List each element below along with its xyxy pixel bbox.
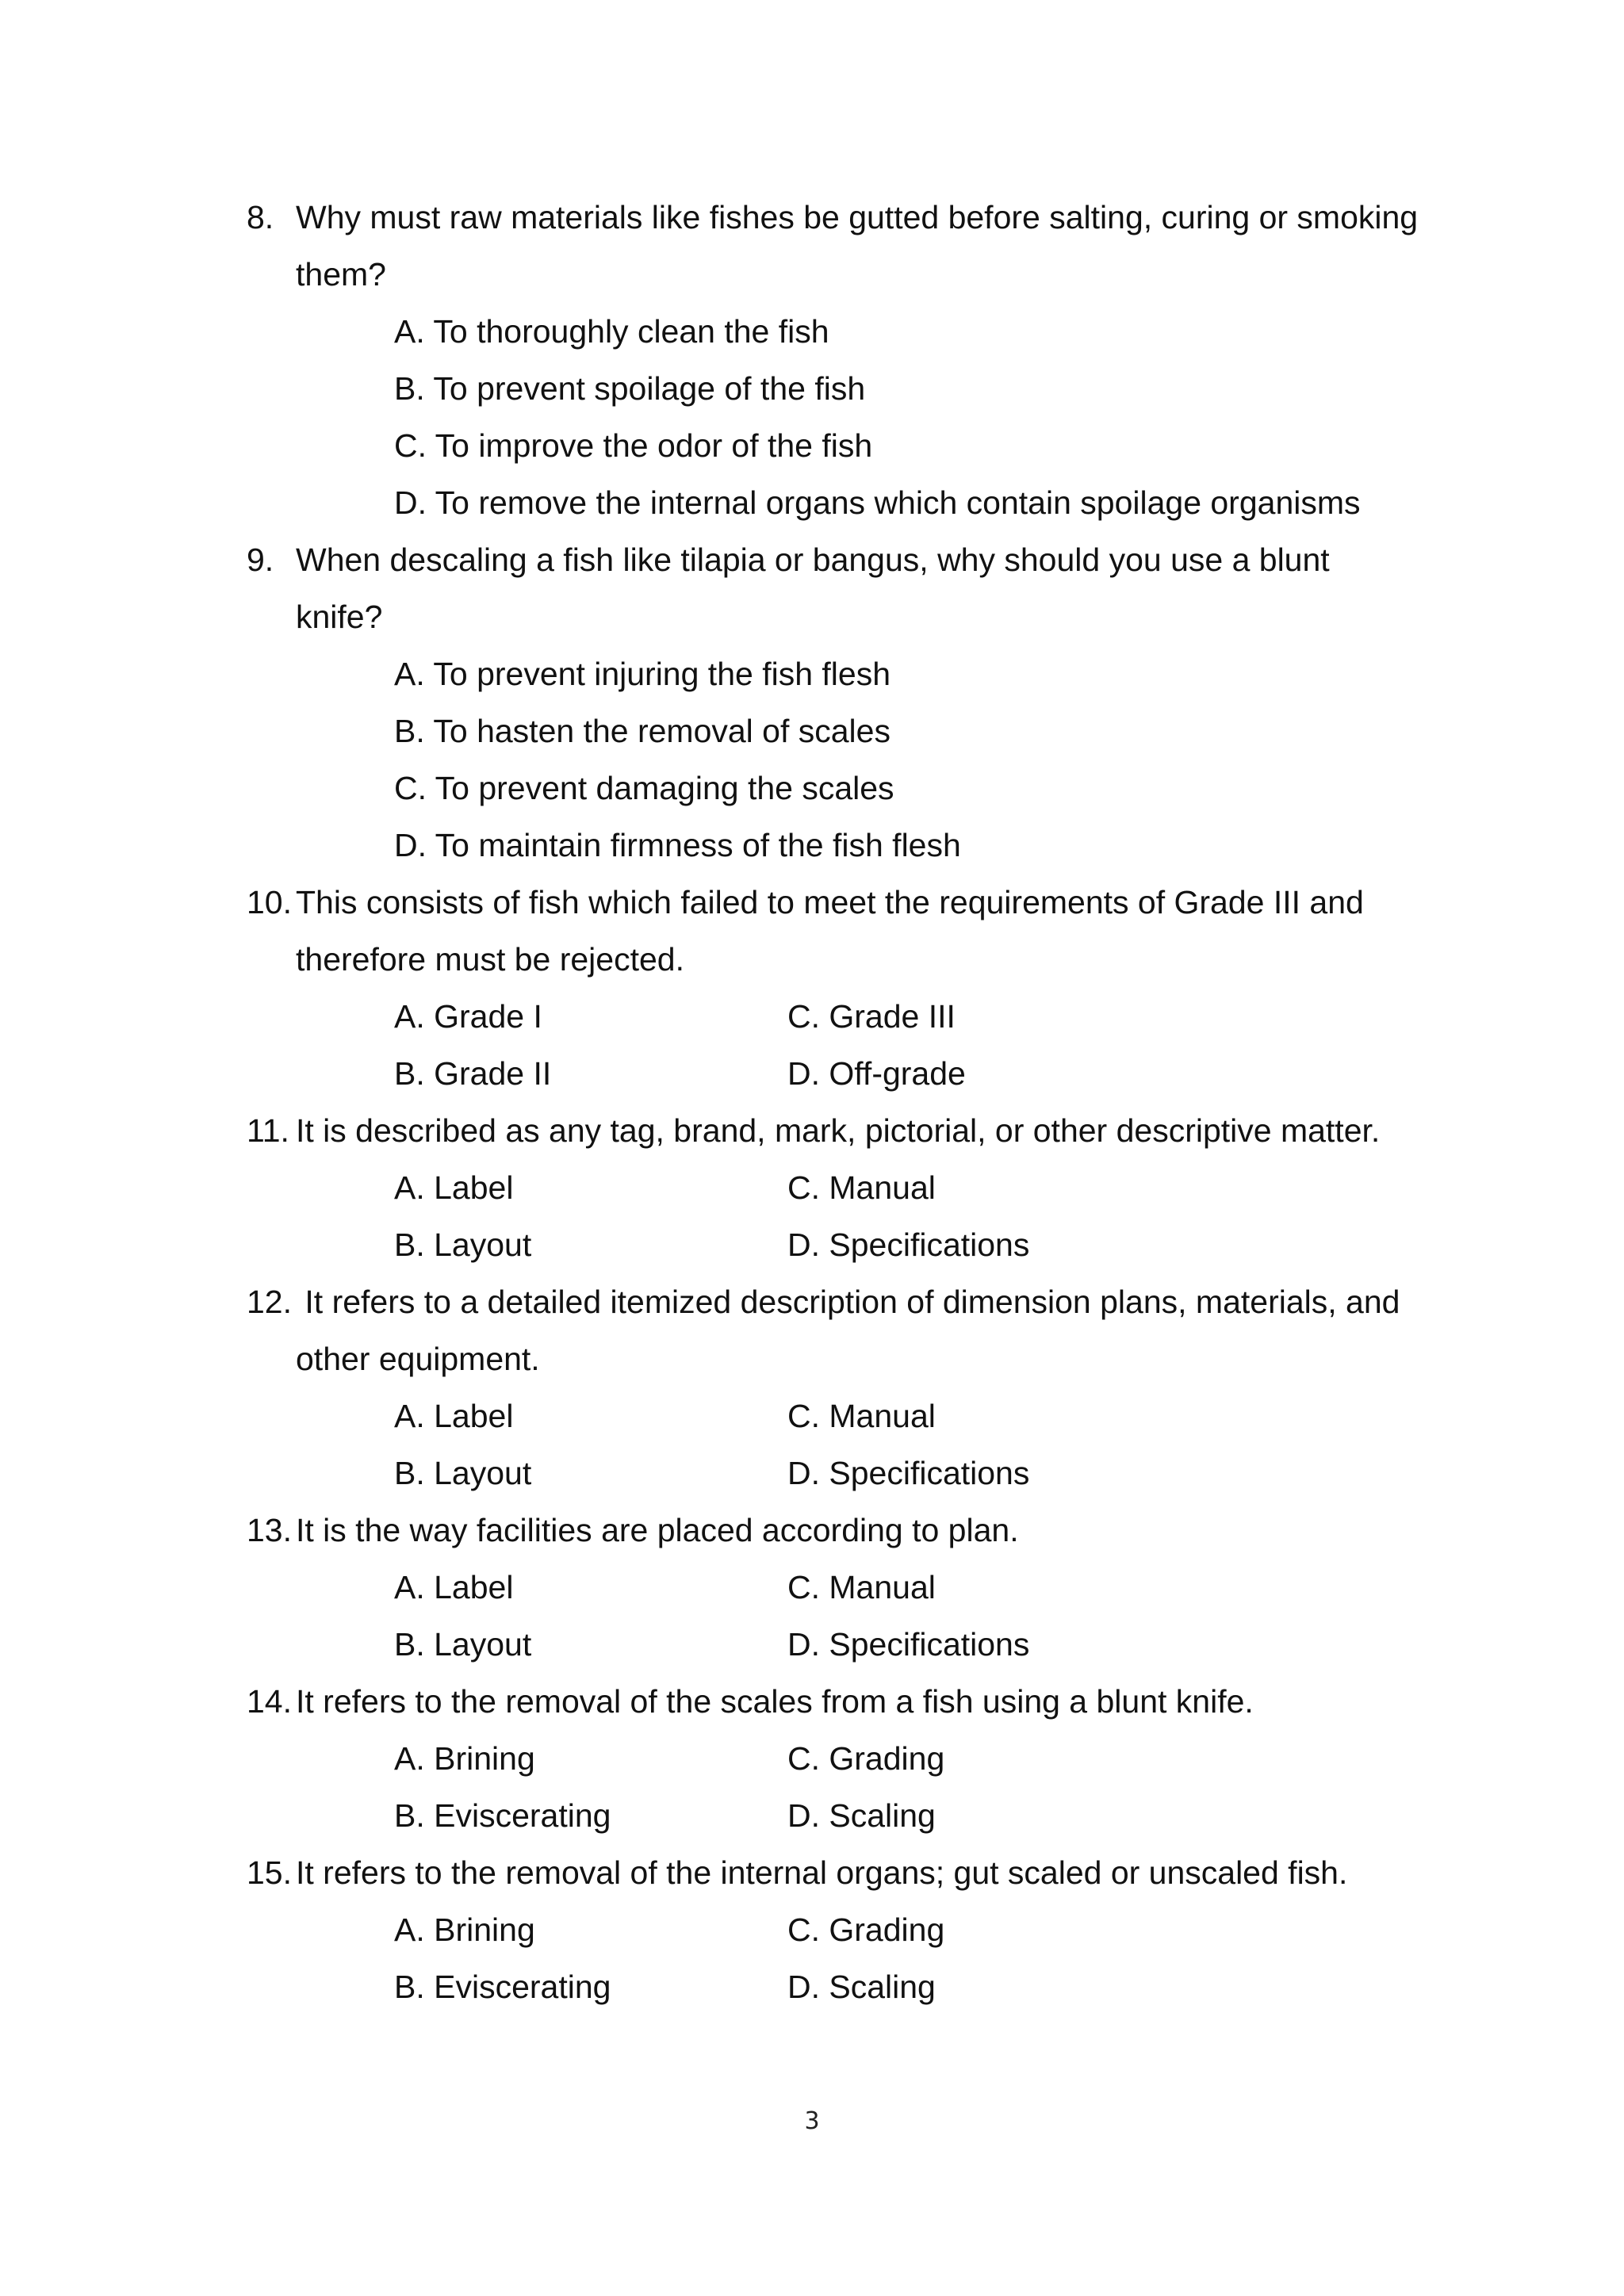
answer-option: A. Label	[394, 1569, 514, 1605]
question-9	[0, 531, 1624, 588]
option-row	[0, 1159, 1624, 1216]
question-10	[0, 874, 1624, 931]
answer-option: C. Grading	[787, 1740, 945, 1777]
answer-option: D. Specifications	[787, 1626, 1030, 1663]
answer-option: B. Layout	[394, 1226, 532, 1263]
option-row	[0, 1901, 1624, 1958]
answer-option: C. To prevent damaging the scales	[394, 770, 894, 806]
option-row	[0, 1387, 1624, 1445]
answer-option: B. Eviscerating	[394, 1797, 611, 1834]
question-text-line	[0, 931, 1624, 988]
question-14	[0, 1673, 1624, 1730]
answer-option: B. Layout	[394, 1455, 532, 1491]
answer-option: D. Off-grade	[787, 1055, 966, 1092]
answer-option: D. Scaling	[787, 1797, 936, 1834]
answer-option: C. Manual	[787, 1569, 936, 1605]
answer-option: A. Grade I	[394, 998, 542, 1035]
question-text: therefore must be rejected.	[296, 941, 684, 978]
answer-option: A. Brining	[394, 1911, 535, 1948]
answer-option: D. To remove the internal organs which contain spoilage organisms	[394, 484, 1361, 521]
option-row	[0, 360, 1624, 417]
question-number: 11.	[247, 1112, 289, 1149]
question-15	[0, 1844, 1624, 1901]
question-text: them?	[296, 256, 386, 293]
option-row	[0, 1445, 1624, 1502]
answer-option: C. Grading	[787, 1911, 945, 1948]
answer-option: D. To maintain firmness of the fish flesh	[394, 827, 961, 863]
page-number: 3	[804, 2107, 820, 2135]
question-8	[0, 189, 1624, 246]
option-row	[0, 1559, 1624, 1616]
question-number: 15.	[247, 1854, 292, 1891]
option-row	[0, 1616, 1624, 1673]
answer-option: A. Label	[394, 1169, 514, 1206]
option-row	[0, 303, 1624, 360]
question-number: 12.	[247, 1284, 292, 1320]
answer-option: D. Specifications	[787, 1226, 1030, 1263]
question-text: other equipment.	[296, 1341, 540, 1377]
answer-option: A. To thoroughly clean the fish	[394, 313, 829, 350]
option-row	[0, 760, 1624, 817]
answer-option: A. To prevent injuring the fish flesh	[394, 656, 891, 692]
question-text: knife?	[296, 599, 383, 635]
answer-option: D. Specifications	[787, 1455, 1030, 1491]
question-number: 8.	[247, 199, 274, 235]
question-text: It refers to the removal of the scales from a fish using a blunt knife.	[296, 1683, 1254, 1720]
option-row	[0, 1958, 1624, 2015]
answer-option: B. Grade II	[394, 1055, 552, 1092]
answer-option: D. Scaling	[787, 1969, 936, 2005]
answer-option: A. Label	[394, 1398, 514, 1434]
answer-option: C. Grade III	[787, 998, 956, 1035]
option-row	[0, 474, 1624, 531]
option-row	[0, 1787, 1624, 1844]
answer-option: C. To improve the odor of the fish	[394, 427, 873, 464]
question-text: It refers to the removal of the internal organs; gut scaled or unscaled fish.	[296, 1854, 1348, 1891]
option-row	[0, 1216, 1624, 1273]
answer-option: B. Eviscerating	[394, 1969, 611, 2005]
question-text: It is the way facilities are placed according to plan.	[296, 1512, 1019, 1548]
option-row	[0, 702, 1624, 760]
question-text: When descaling a fish like tilapia or bangus, why should you use a blunt	[296, 541, 1330, 578]
option-row	[0, 1730, 1624, 1787]
question-text: This consists of fish which failed to meet the requirements of Grade III and	[296, 884, 1364, 920]
question-11	[0, 1102, 1624, 1159]
question-12	[0, 1273, 1624, 1330]
answer-option: B. To prevent spoilage of the fish	[394, 370, 866, 407]
question-text-line	[0, 246, 1624, 303]
option-row	[0, 645, 1624, 702]
answer-option: C. Manual	[787, 1169, 936, 1206]
answer-option: C. Manual	[787, 1398, 936, 1434]
question-number: 13.	[247, 1512, 292, 1548]
option-row	[0, 817, 1624, 874]
question-number: 14.	[247, 1683, 292, 1720]
option-row	[0, 417, 1624, 474]
question-text: It is described as any tag, brand, mark, pictorial, or other descriptive matter.	[296, 1112, 1381, 1149]
option-row	[0, 988, 1624, 1045]
question-number: 9.	[247, 541, 274, 578]
question-text-line	[0, 1330, 1624, 1387]
question-13	[0, 1502, 1624, 1559]
question-text: Why must raw materials like fishes be gutted before salting, curing or smoking	[296, 199, 1419, 235]
answer-option: A. Brining	[394, 1740, 535, 1777]
answer-option: B. Layout	[394, 1626, 532, 1663]
question-text-line	[0, 588, 1624, 645]
question-text: It refers to a detailed itemized description of dimension plans, materials, and	[296, 1284, 1400, 1320]
question-number: 10.	[247, 884, 292, 920]
answer-option: B. To hasten the removal of scales	[394, 713, 891, 749]
option-row	[0, 1045, 1624, 1102]
